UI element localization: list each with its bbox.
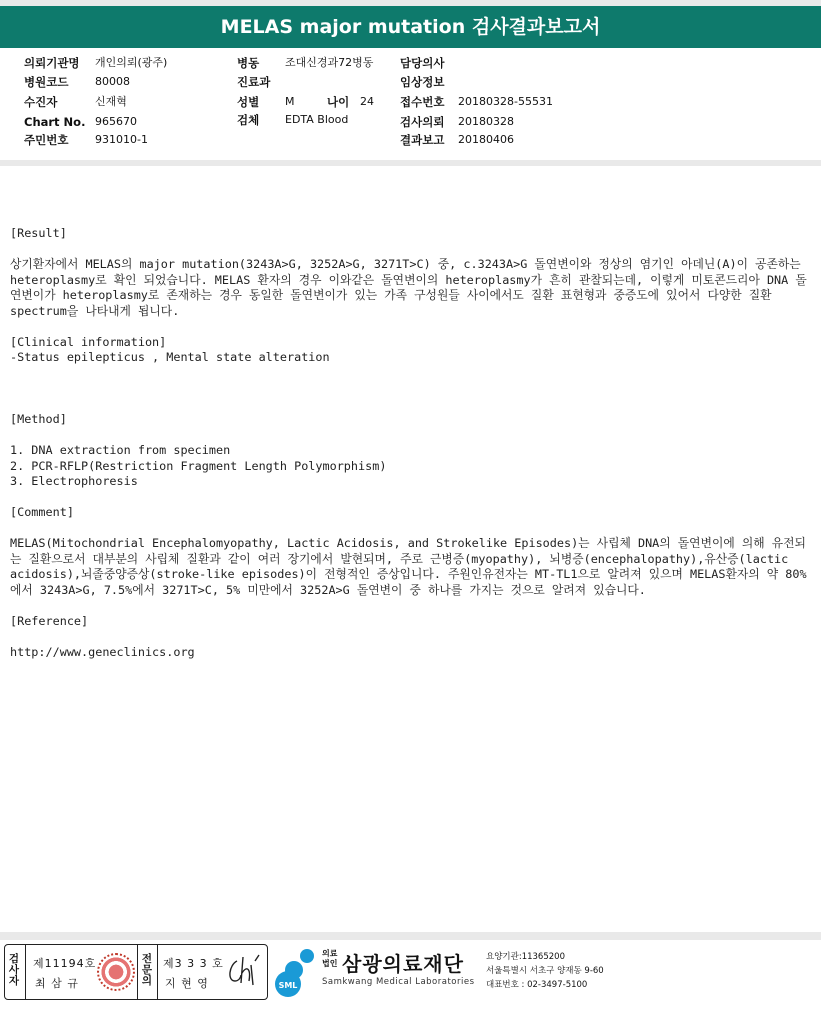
physician-label: 담당의사 (400, 56, 445, 70)
receipt-no-label: 접수번호 (400, 95, 445, 109)
patient-info-panel (0, 48, 821, 160)
result-text: 상기환자에서 MELAS의 major mutation(3243A>G, 3252A>G, 3271T>C) 중, c.3243A>G 돌연변이와 정상의 염기인 아데닌(A)이 공존하는 heteroplasmy로 확인 되었습니다. MELAS 환자의 경우 이와같은 돌연변이의 heteroplasmy가 흔히 관찰되는데, 이렇게 미토콘드리아 DNA 돌연변이가 heteroplasmy로 존재하는 경우 동일한 돌연변이가 있는 가족 구성원들 사이에서도 질환 표현형과 중증도에 있어서 다양한 질환 spectrum을 나타내게 됩니다. (10, 257, 808, 318)
org-code: 요양기관:11365200 (486, 952, 565, 962)
org-english-name: Samkwang Medical Laboratories (322, 977, 475, 987)
footer-divider (0, 932, 821, 940)
specialist-vertical-label: 전문의 (141, 953, 153, 987)
age-value: 24 (360, 95, 374, 108)
report-date-label: 결과보고 (400, 133, 445, 147)
org-contact (486, 950, 604, 992)
specimen-label: 검체 (237, 113, 260, 127)
reference-heading: [Reference] (10, 613, 89, 628)
age-label: 나이 (327, 95, 350, 109)
result-heading: [Result] (10, 226, 67, 240)
sex-label: 성별 (237, 95, 260, 109)
chart-no-label: Chart No. (24, 115, 86, 129)
specimen-value: EDTA Blood (285, 113, 349, 126)
section-divider (0, 160, 821, 166)
logo-text: SML (278, 981, 298, 990)
report-date-value: 20180406 (458, 133, 514, 146)
examiner-vertical-label: 검사자 (8, 953, 20, 987)
examiner-license: 제11194호 (33, 957, 97, 970)
divider (25, 945, 26, 999)
request-date-value: 20180328 (458, 115, 514, 128)
ward-value: 조대신경과72병동 (285, 56, 374, 69)
method-heading: [Method] (10, 412, 67, 426)
org-prefix (322, 949, 337, 969)
comment-heading: [Comment] (10, 505, 74, 519)
divider (157, 945, 158, 999)
chart-no-value: 965670 (95, 115, 137, 128)
org-name: 삼광의료재단 (342, 952, 464, 976)
signature-box (4, 944, 268, 1000)
method-item: 2. PCR-RFLP(Restriction Fragment Length Polymorphism) (10, 458, 387, 473)
department-label: 진료과 (237, 75, 271, 89)
receipt-no-value: 20180328-55531 (458, 95, 553, 108)
institution-label: 의뢰기관명 (24, 56, 80, 70)
report-title: MELAS major mutation 검사결과보고서 (0, 6, 821, 48)
specialist-name: 지 현 영 (165, 977, 209, 990)
method-item: 3. Electrophoresis (10, 474, 138, 488)
clinical-text: -Status epilepticus , Mental state alteration (10, 350, 330, 364)
clinical-heading: [Clinical information] (10, 334, 167, 349)
specialist-license: 제3 3 3 호 (163, 957, 224, 970)
org-prefix-line: 의료 (322, 949, 338, 958)
comment-text: MELAS(Mitochondrial Encephalomyopathy, Lactic Acidosis, and Strokelike Episodes)는 사립체 DNA의 돌연변이에 의해 유전되는 질환으로서 대부분의 사립체 질환과 같이 여러 장기에서 발현되며, 주로 근병증(myopathy), 뇌병증(encephalopathy),유산증(lactic acidosis),뇌졸중양증상(stroke-like episodes)이 전형적인 증상입니다. 주원인유전자는 MT-TL1으로 알려져 있으며 MELAS환자의 약 80%에서 3243A>G, 7.5%에서 3271T>C, 5% 미만에서 3252A>G 돌연변이 중 하나를 가지는 것으로 알려져 있습니다. (10, 536, 807, 597)
examinee-label: 수진자 (24, 95, 58, 109)
examiner-name: 최 삼 규 (35, 977, 79, 990)
divider (137, 945, 138, 999)
ward-label: 병동 (237, 56, 260, 70)
org-prefix-line: 법인 (322, 959, 338, 968)
resident-no-value: 931010-1 (95, 133, 148, 146)
report-body (10, 226, 816, 660)
hospital-code-value: 80008 (95, 75, 130, 88)
sex-value: M (285, 95, 295, 108)
seal-stamp-icon (97, 953, 135, 991)
resident-no-label: 주민번호 (24, 133, 69, 147)
reference-link[interactable]: http://www.geneclinics.org (10, 644, 195, 659)
org-phone: 대표번호 : 02-3497-5100 (486, 980, 588, 990)
request-date-label: 검사의뢰 (400, 115, 445, 129)
signature-icon (223, 951, 263, 991)
method-item: 1. DNA extraction from specimen (10, 443, 231, 457)
org-address: 서울특별시 서초구 양재동 9-60 (486, 966, 604, 976)
hospital-code-label: 병원코드 (24, 75, 69, 89)
examinee-value: 신재혁 (95, 95, 127, 108)
sml-logo-icon (272, 946, 322, 998)
institution-value: 개인의뢰(광주) (95, 56, 168, 69)
clinical-info-label: 임상정보 (400, 75, 445, 89)
